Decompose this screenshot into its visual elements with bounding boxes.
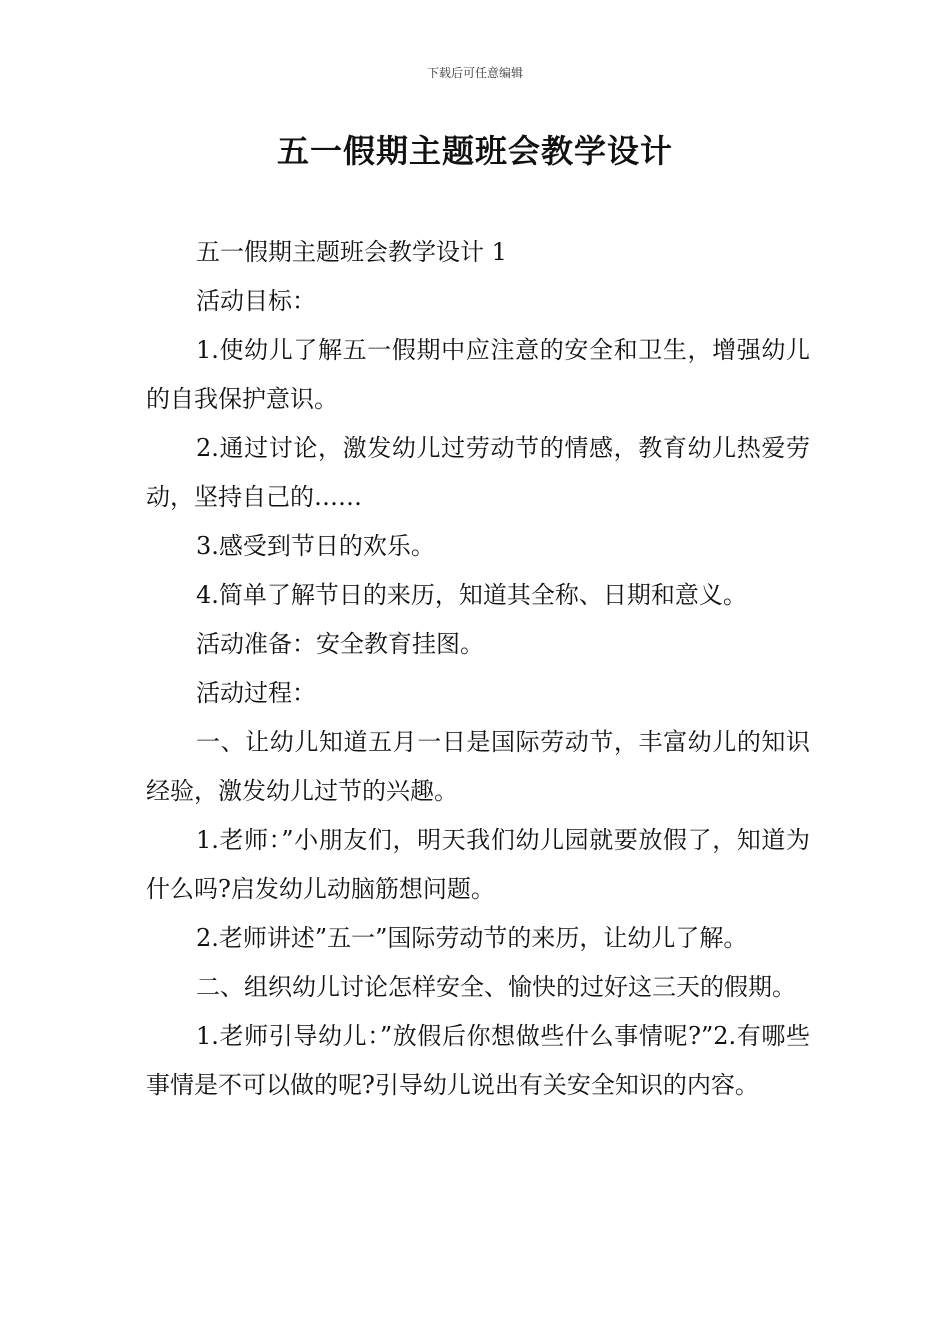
paragraph-step-two: 二、组织幼儿讨论怎样安全、愉快的过好这三天的假期。 [196, 973, 796, 1001]
document-title: 五一假期主题班会教学设计 [276, 132, 673, 170]
paragraph-preparation: 活动准备：安全教育挂图。 [196, 630, 484, 658]
paragraph-step-one-1: 1.老师：”小朋友们，明天我们幼儿园就要放假了，知道为什么吗?启发幼儿动脑筋想问题。 [146, 826, 810, 903]
paragraph-subtitle: 五一假期主题班会教学设计 1 [196, 238, 507, 266]
header-note: 下载后可任意编辑 [426, 66, 523, 80]
paragraph-goals-heading: 活动目标： [196, 287, 316, 315]
paragraph-step-one: 一、让幼儿知道五月一日是国际劳动节，丰富幼儿的知识经验，激发幼儿过节的兴趣。 [146, 728, 810, 805]
paragraph-goal-4: 4.简单了解节日的来历，知道其全称、日期和意义。 [196, 581, 747, 609]
paragraph-goal-2: 2.通过讨论，激发幼儿过劳动节的情感，教育幼儿热爱劳动，坚持自己的…… [146, 434, 810, 511]
paragraph-goal-3: 3.感受到节日的欢乐。 [196, 532, 435, 560]
paragraph-process-heading: 活动过程： [196, 679, 316, 707]
paragraph-step-one-2: 2.老师讲述”五一”国际劳动节的来历，让幼儿了解。 [196, 924, 748, 952]
document-body [146, 228, 810, 1110]
paragraph-goal-1: 1.使幼儿了解五一假期中应注意的安全和卫生，增强幼儿的自我保护意识。 [146, 336, 810, 413]
paragraph-step-two-1: 1.老师引导幼儿：”放假后你想做些什么事情呢?”2.有哪些事情是不可以做的呢?引导幼儿说出有关安全知识的内容。 [146, 1022, 810, 1099]
